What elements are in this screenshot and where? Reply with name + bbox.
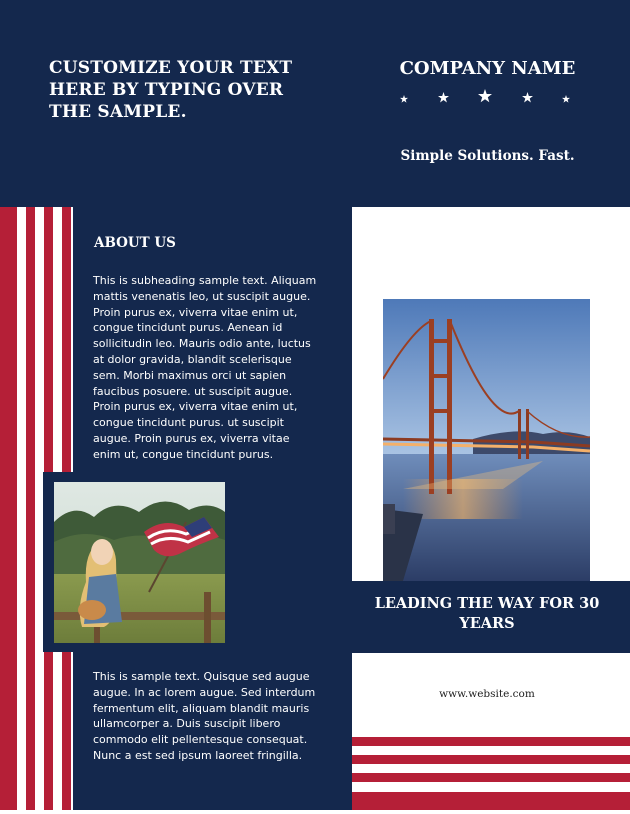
sample-body: This is sample text. Quisque sed augue augue. In ac lorem augue. Sed interdum fermentum elit, aliquam blandit mauris ullamcorper a. Duis suscipit libero commodo elit pellentesque consequat. Nunc a est sed ipsum laoreet fringilla. [93, 670, 316, 762]
tagline: Simple Solutions. Fast. [400, 148, 575, 164]
website-link: www.website.com [439, 688, 535, 700]
star-icon [478, 88, 492, 107]
stars-row [400, 88, 570, 107]
golden-gate-bridge-photo [383, 299, 590, 581]
company-name: COMPANY NAME [399, 58, 576, 79]
star-icon [400, 88, 408, 107]
headline: CUSTOMIZE YOUR TEXT HERE BY TYPING OVER THE SAMPLE. [49, 58, 293, 122]
about-title: ABOUT US [94, 235, 176, 251]
girl-with-flag-photo [54, 482, 225, 643]
about-body: This is subheading sample text. Aliquam mattis venenatis leo, ut suscipit augue. Proin purus ex, viverra vitae enim ut, congue tincidunt purus. Aenean id sollicitudin leo. Mauris odio ante, luctus at dolor gravida, blandit scelerisque sem. Morbi maximus orci ut sapien faucibus posuere. ut suscipit augue. Proin purus ex, viverra vitae enim ut, congue tincidunt purus. ut suscipit augue. Proin purus ex, viverra vitae enim ut, congue tincidunt purus. [93, 274, 317, 461]
bottom-stripes [352, 737, 630, 810]
promo-text: LEADING THE WAY FOR 30 YEARS [374, 595, 600, 632]
star-icon [562, 88, 570, 107]
star-icon [438, 88, 449, 107]
star-icon [522, 88, 533, 107]
